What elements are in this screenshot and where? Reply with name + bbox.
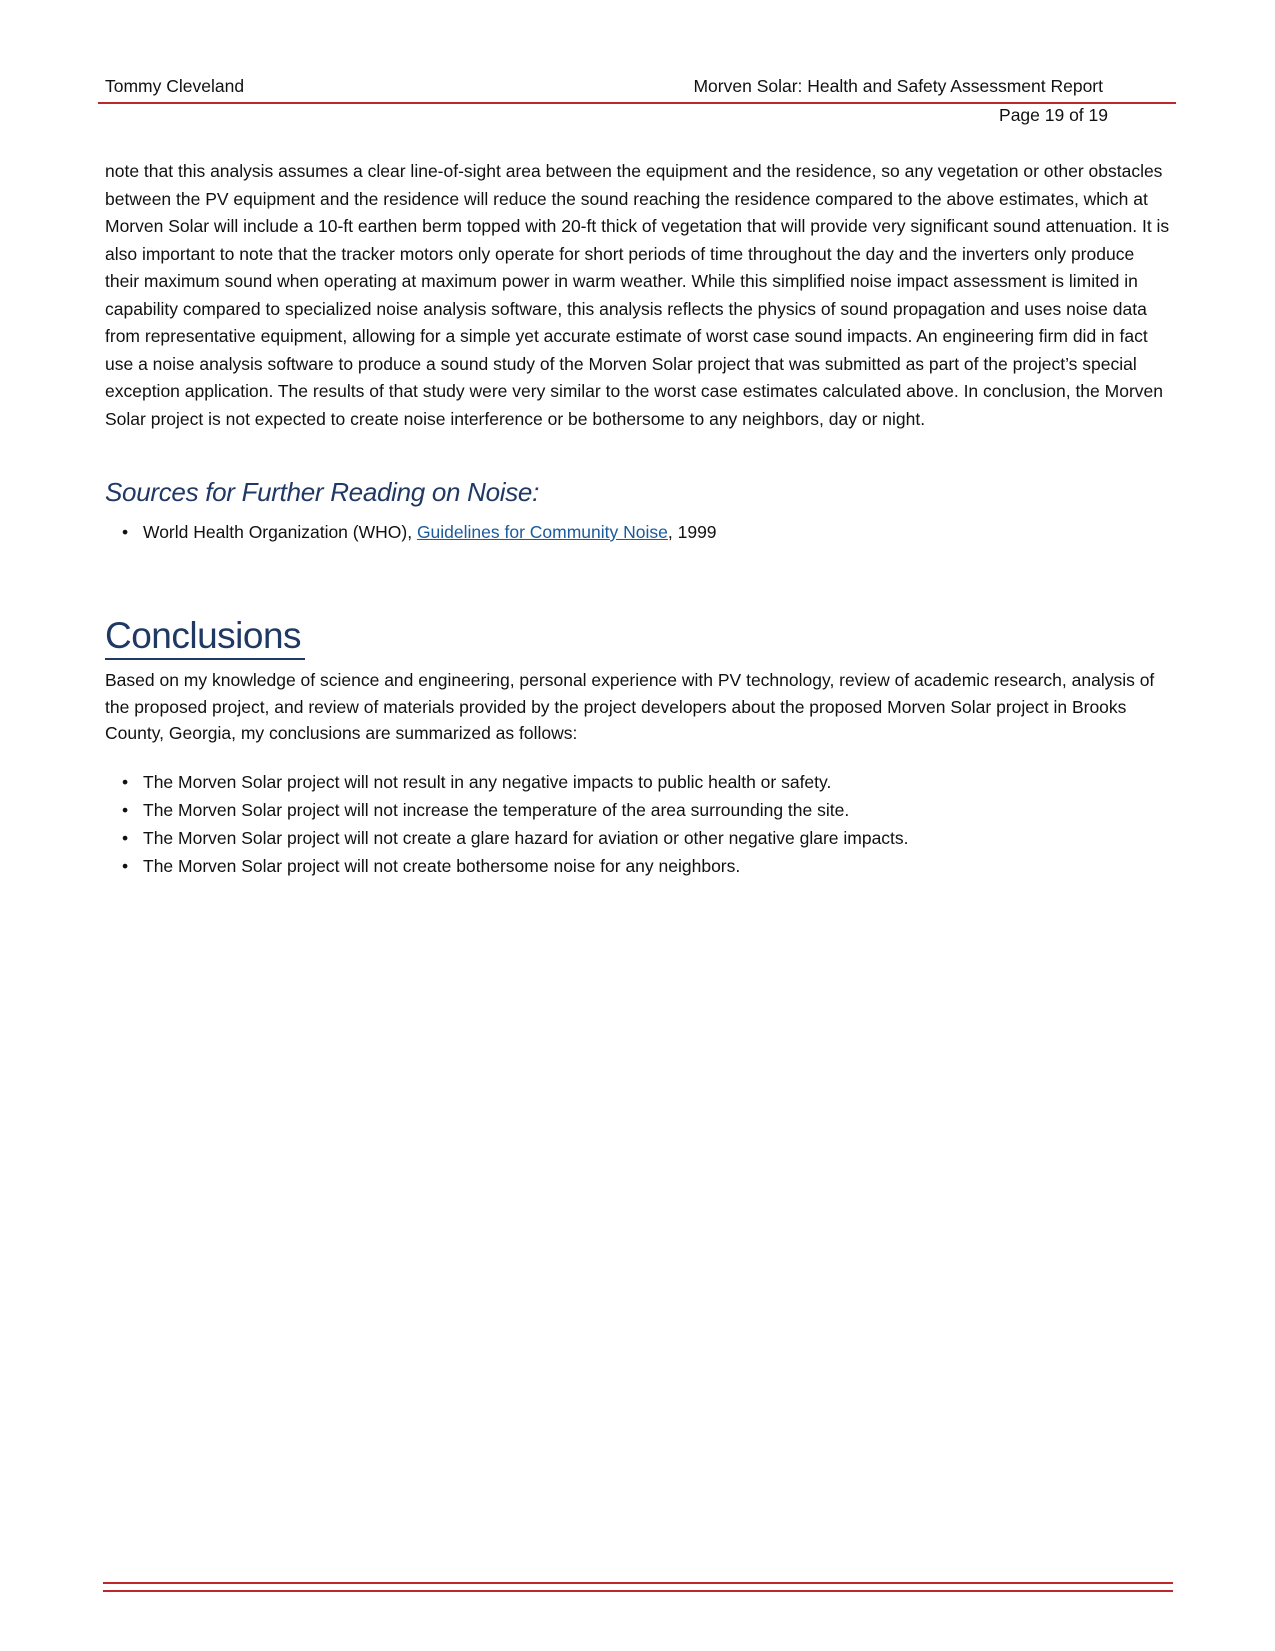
bullet-icon: • bbox=[122, 800, 129, 820]
conclusion-text: The Morven Solar project will not result in any negative impacts to public health or safety. bbox=[143, 772, 832, 792]
page-number: Page 19 of 19 bbox=[999, 105, 1108, 125]
sources-heading: Sources for Further Reading on Noise: bbox=[105, 477, 540, 507]
conclusion-text: The Morven Solar project will not increase the temperature of the area surrounding the site. bbox=[143, 800, 850, 820]
conclusion-text: The Morven Solar project will not create bothersome noise for any neighbors. bbox=[143, 856, 741, 876]
bullet-icon: • bbox=[122, 828, 129, 848]
list-item bbox=[122, 796, 1172, 824]
sources-list bbox=[122, 518, 1172, 546]
bullet-icon: • bbox=[122, 522, 129, 542]
footer-rule-bottom bbox=[103, 1590, 1173, 1592]
noise-paragraph: note that this analysis assumes a clear line-of-sight area between the equipment and the residence, so any vegetation or other obstacles between the PV equipment and the residence will reduce the sound reaching the residence compared to the above estimates, which at Morven Solar will include a 10-ft earthen berm topped with 20-ft thick of vegetation that will provide very significant sound attenuation. It is also important to note that the tracker motors only operate for short periods of time throughout the day and the inverters only produce their maximum sound when operating at maximum power in warm weather. While this simplified noise impact assessment is limited in capability compared to specialized noise analysis software, this analysis reflects the physics of sound propagation and uses noise data from representative equipment, allowing for a simple yet accurate estimate of worst case sound impacts. An engineering firm did in fact use a noise analysis software to produce a sound study of the Morven Solar project that was submitted as part of the project’s special exception application. The results of that study were very similar to the worst case estimates calculated above. In conclusion, the Morven Solar project is not expected to create noise interference or be bothersome to any neighbors, day or night. bbox=[105, 161, 1170, 429]
conclusions-intro: Based on my knowledge of science and engineering, personal experience with PV technology, review of academic research, analysis of the proposed project, and review of materials provided by the project developers about the proposed Morven Solar project in Brooks County, Georgia, my conclusions are summarized as follows: bbox=[105, 670, 1155, 743]
header-author: Tommy Cleveland bbox=[105, 76, 245, 96]
conclusions-heading: Conclusions bbox=[105, 615, 302, 656]
bullet-icon: • bbox=[122, 856, 129, 876]
list-item bbox=[122, 518, 1172, 546]
list-item bbox=[122, 852, 1172, 880]
list-item bbox=[122, 768, 1172, 796]
list-item bbox=[122, 824, 1172, 852]
conclusion-text: The Morven Solar project will not create a glare hazard for aviation or other negative glare impacts. bbox=[143, 828, 909, 848]
source-prefix: World Health Organization (WHO), bbox=[143, 522, 417, 542]
footer-rule-top bbox=[103, 1582, 1173, 1584]
guidelines-link[interactable]: Guidelines for Community Noise bbox=[416, 522, 668, 542]
source-suffix: , 1999 bbox=[667, 522, 717, 542]
conclusions-list bbox=[122, 768, 1172, 880]
conclusions-heading-underline bbox=[105, 658, 305, 660]
bullet-icon: • bbox=[122, 772, 129, 792]
header-report-title: Morven Solar: Health and Safety Assessment Report bbox=[693, 76, 1103, 96]
